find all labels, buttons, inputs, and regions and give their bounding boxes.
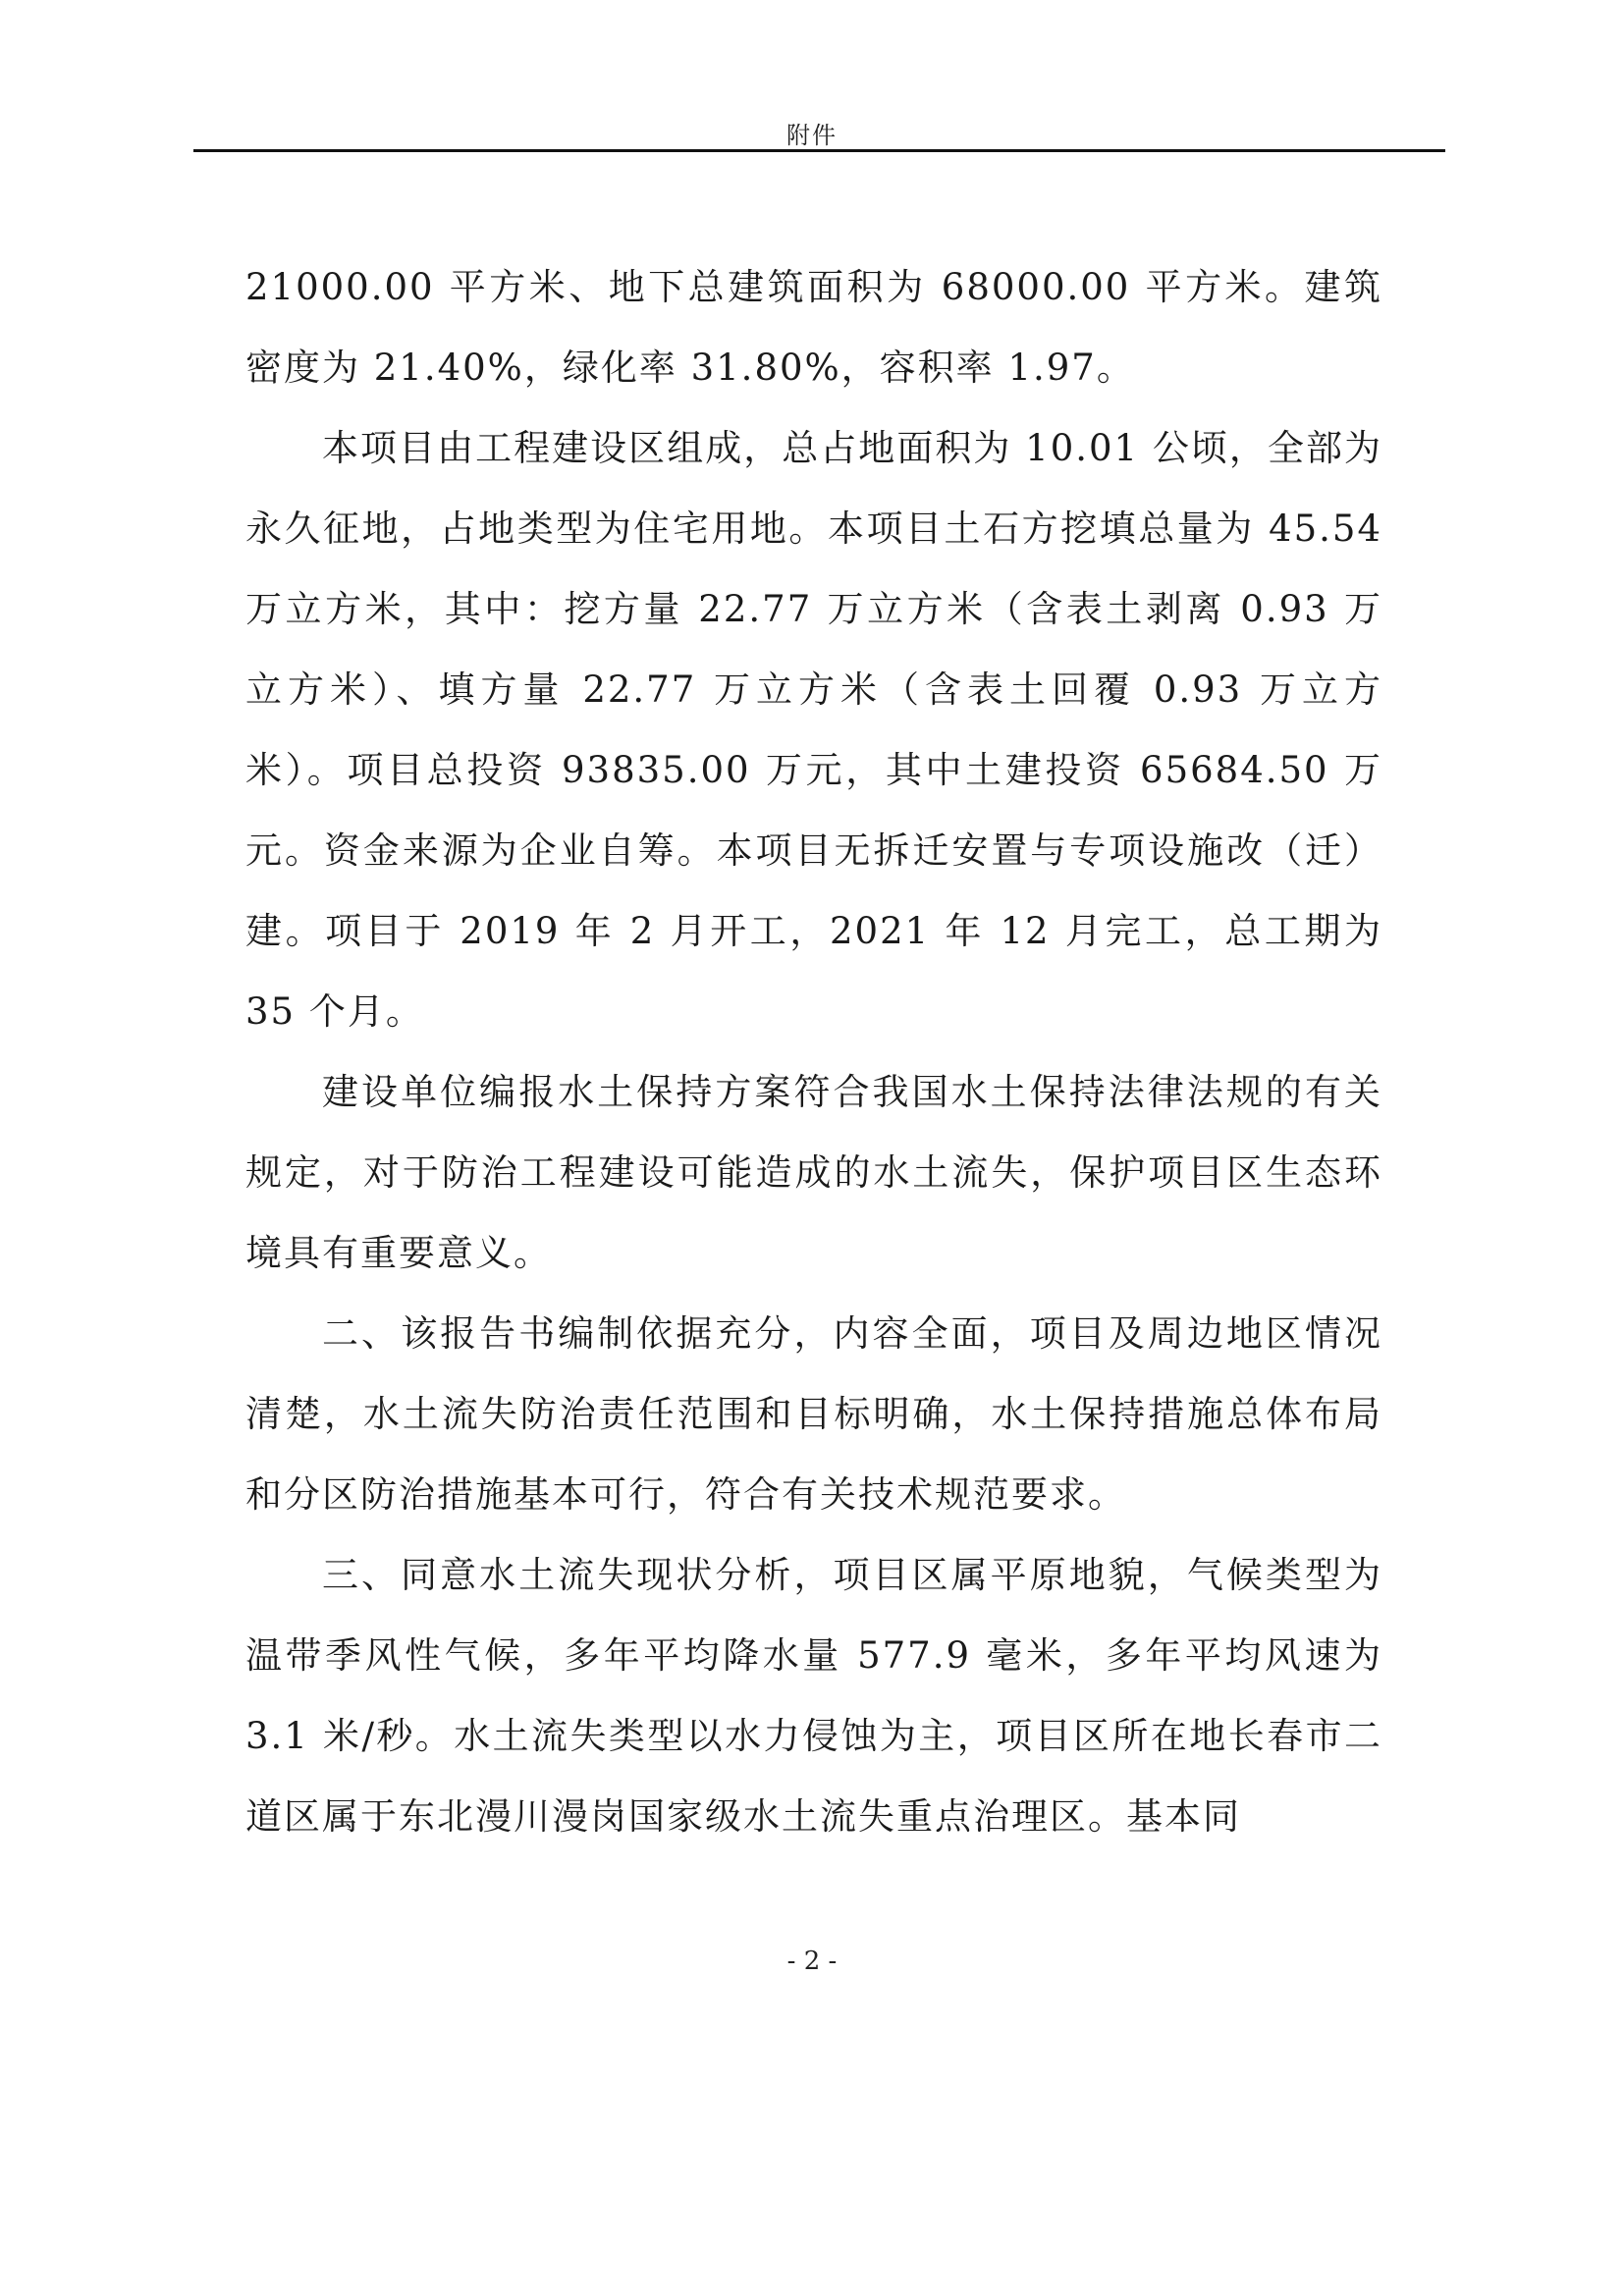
paragraph-project-overview: 本项目由工程建设区组成，总占地面积为 10.01 公顷，全部为永久征地，占地类型为住宅用地。本项目土石方挖填总量为 45.54 万立方米，其中：挖方量 22.77 万立方米（含表土剥离 0.93 万立方米）、填方量 22.77 万立方米（含表土回覆 0.93 万立方米）。项目总投资 93835.00 万元，其中土建投资 65684.50 万元。资金来源为企业自筹。本项目无拆迁安置与专项设施改（迁）建。项目于 2019 年 2 月开工，2021 年 12 月完工，总工期为 35 个月。 [245, 427, 1382, 1033]
header-divider [193, 149, 1445, 152]
paragraph-section-two: 二、该报告书编制依据充分，内容全面，项目及周边地区情况清楚，水土流失防治责任范围和目标明确，水土保持措施总体布局和分区防治措施基本可行，符合有关技术规范要求。 [245, 1312, 1382, 1516]
paragraph-compliance: 建设单位编报水土保持方案符合我国水土保持法律法规的有关规定，对于防治工程建设可能造成的水土流失，保护项目区生态环境具有重要意义。 [245, 1071, 1382, 1274]
document-body [245, 247, 1382, 1857]
paragraph-building-area: 21000.00 平方米、地下总建筑面积为 68000.00 平方米。建筑密度为 21.40%，绿化率 31.80%，容积率 1.97。 [245, 266, 1382, 389]
page-number: - 2 - [786, 1947, 838, 1976]
document-header-label: 附件 [786, 122, 838, 149]
paragraph-section-three: 三、同意水土流失现状分析，项目区属平原地貌，气候类型为温带季风性气候，多年平均降水量 577.9 毫米，多年平均风速为 3.1 米/秒。水土流失类型以水力侵蚀为主，项目区所在地长春市二道区属于东北漫川漫岗国家级水土流失重点治理区。基本同 [245, 1554, 1382, 1838]
